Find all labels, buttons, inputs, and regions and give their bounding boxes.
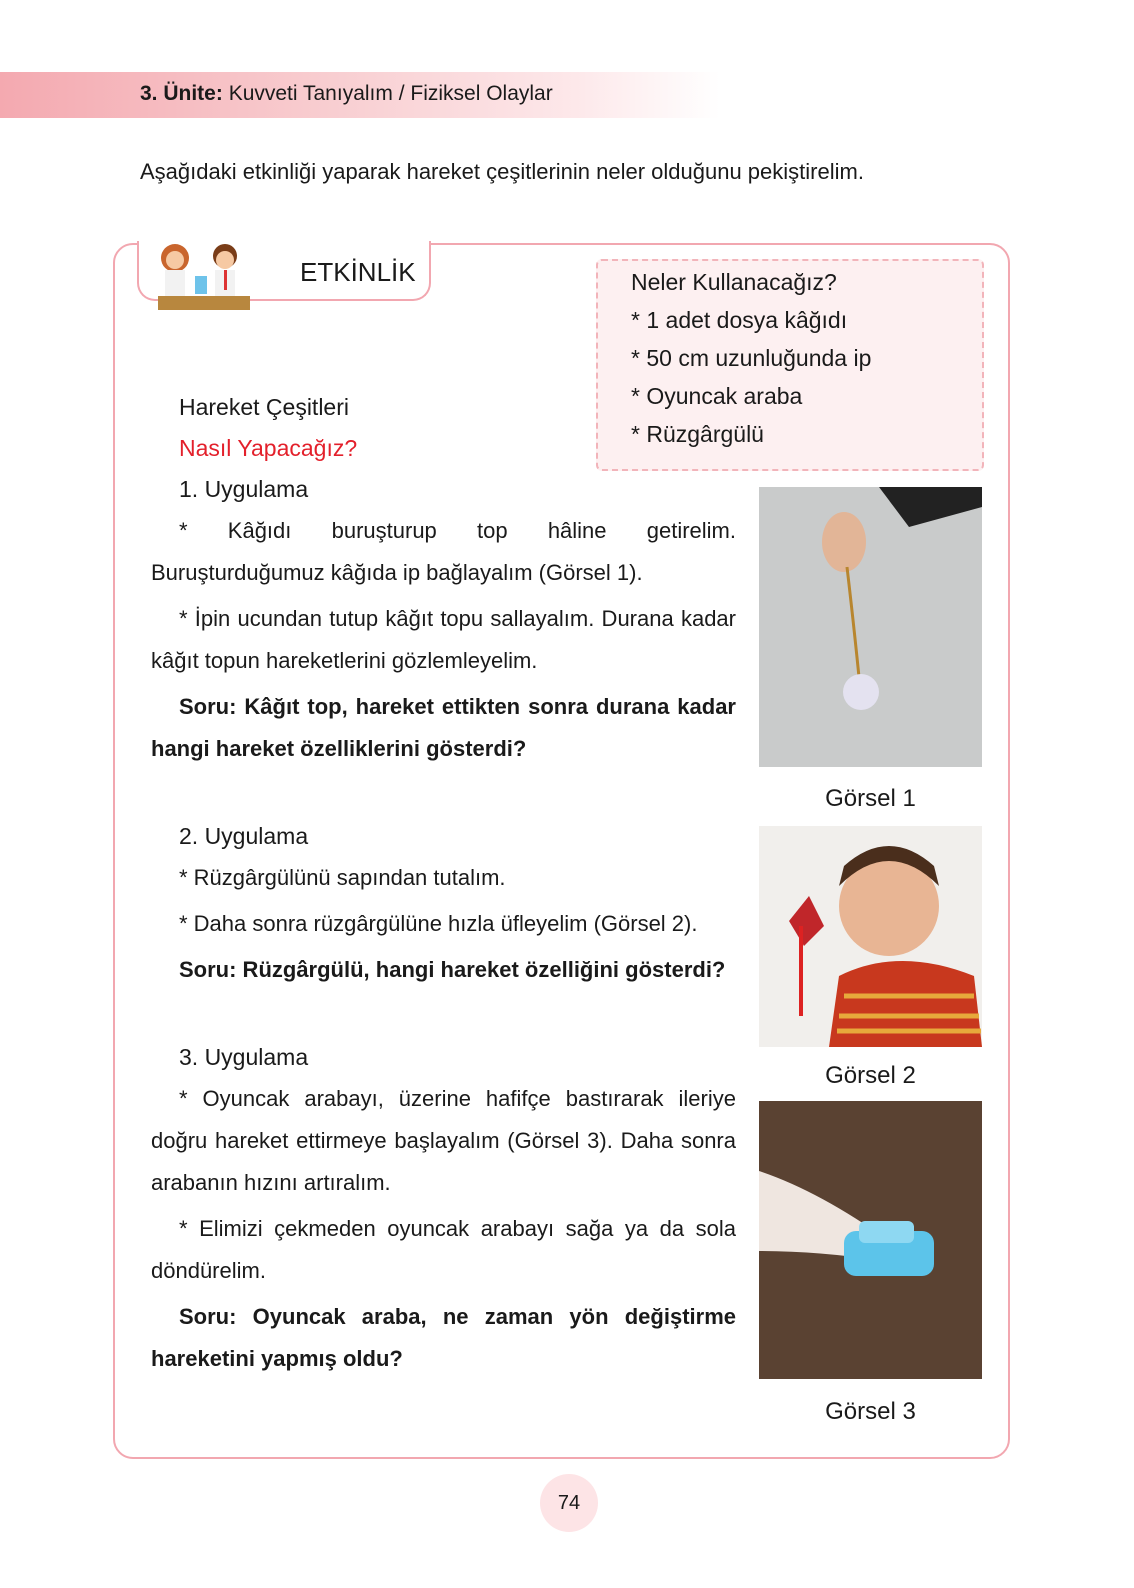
app1-title: 1. Uygulama [179, 476, 309, 502]
app1-step1: * Kâğıdı buruşturup top hâline getirelim. Buruşturduğumuz kâğıda ip bağlayalım (Görsel 1). [151, 518, 736, 585]
app1-question: Soru: Kâğıt top, hareket ettikten sonra durana kadar hangi hareket özelliklerini gösterdi? [151, 694, 736, 761]
caption-2: Görsel 2 [825, 1062, 916, 1089]
unit-header [140, 82, 553, 106]
app2-step1: * Rüzgârgülünü sapından tutalım. [179, 865, 506, 890]
photo-child-blowing-pinwheel [759, 826, 982, 1047]
app3-title: 3. Uygulama [179, 1044, 309, 1070]
unit-title: Kuvveti Tanıyalım / Fiziksel Olaylar [228, 82, 553, 105]
materials-item: * Oyuncak araba [631, 383, 803, 409]
app3-question: Soru: Oyuncak araba, ne zaman yön değiştirme hareketini yapmış oldu? [151, 1304, 736, 1371]
app2-step2: * Daha sonra rüzgârgülüne hızla üfleyelim (Görsel 2). [179, 911, 698, 936]
photo-paper-ball-on-string [759, 487, 982, 767]
caption-1: Görsel 1 [825, 785, 916, 812]
app2-title: 2. Uygulama [179, 823, 309, 849]
how-heading: Nasıl Yapacağız? [179, 435, 358, 461]
caption-3: Görsel 3 [825, 1398, 916, 1425]
activity-label: ETKİNLİK [300, 257, 416, 287]
page-number: 74 [540, 1474, 598, 1532]
materials-item: * 1 adet dosya kâğıdı [631, 307, 848, 333]
materials-item: * 50 cm uzunluğunda ip [631, 345, 872, 371]
app3-step2: * Elimizi çekmeden oyuncak arabayı sağa ya da sola döndürelim. [151, 1216, 736, 1283]
materials-item: * Rüzgârgülü [631, 421, 764, 447]
activity-content [151, 387, 736, 1384]
unit-number: 3. Ünite: [140, 82, 223, 105]
app3-step1: * Oyuncak arabayı, üzerine hafifçe bastırarak ileriye doğru hareket ettirmeye başlayalım (Görsel 3). Daha sonra arabanın hızını artıralım. [151, 1086, 736, 1195]
photo-toy-car [759, 1101, 982, 1379]
activity-title: Hareket Çeşitleri [179, 394, 349, 420]
intro-text: Aşağıdaki etkinliği yaparak hareket çeşitlerinin neler olduğunu pekiştirelim. [140, 159, 864, 184]
app2-question: Soru: Rüzgârgülü, hangi hareket özelliğini gösterdi? [179, 957, 726, 982]
scientist-kids-illustration [150, 240, 250, 312]
materials-title: Neler Kullanacağız? [631, 269, 837, 295]
app1-step2: * İpin ucundan tutup kâğıt topu sallayalım. Durana kadar kâğıt topun hareketlerini gözlemleyelim. [151, 606, 736, 673]
